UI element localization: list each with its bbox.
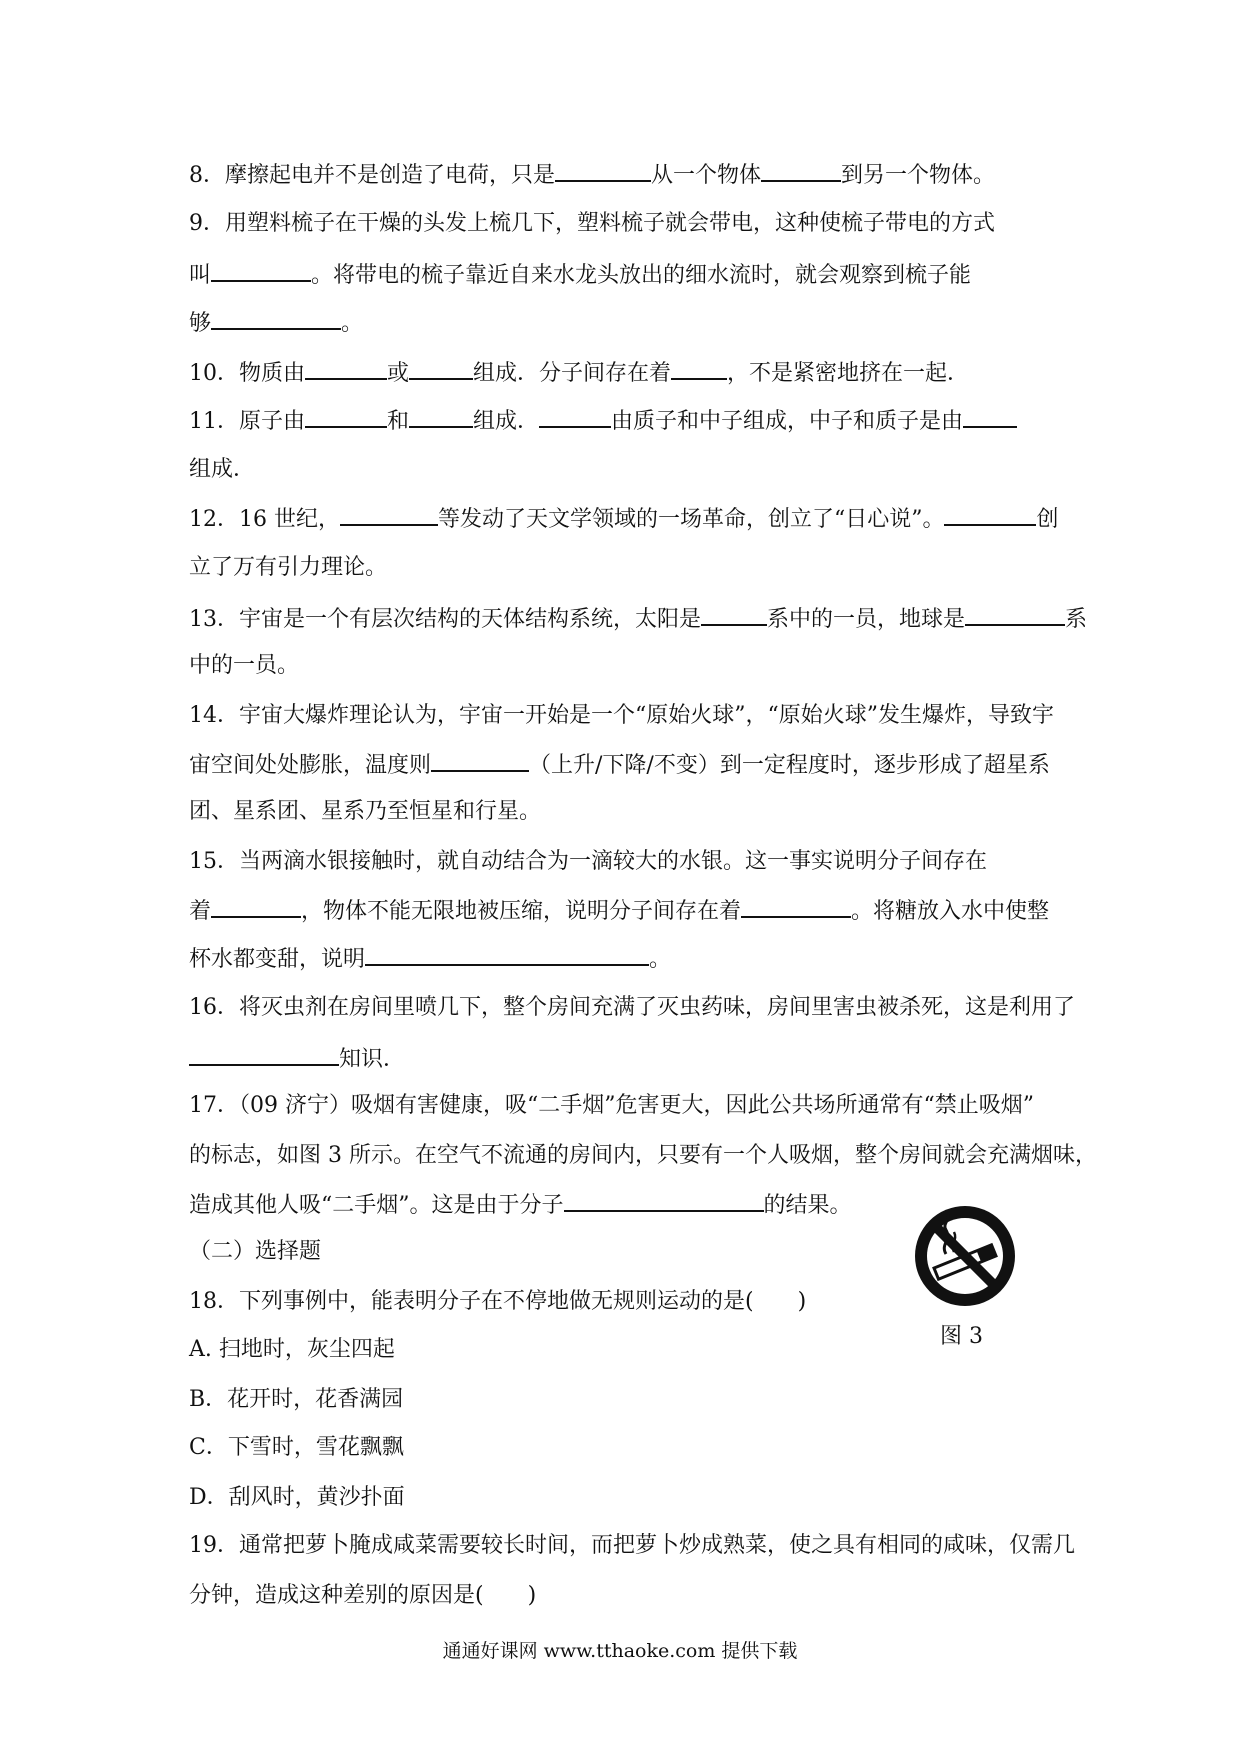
- answer-blank: [189, 1038, 339, 1066]
- question-19: 19．通常把萝卜腌成咸菜需要较长时间，而把萝卜炒成熟菜，使之具有相同的咸味，仅需几: [189, 1533, 1075, 1558]
- question-11-line-2: 组成．: [189, 457, 256, 482]
- answer-blank: [539, 400, 611, 428]
- answer-blank: [340, 498, 438, 526]
- no-smoking-figure: [910, 1200, 1020, 1320]
- figure-caption: 图 3: [940, 1324, 983, 1349]
- question-9-line-3: 够 。: [189, 302, 1069, 342]
- question-10: 10．物质由 或 组成．分子间存在着 ，不是紧密地挤在一起．: [189, 352, 1069, 392]
- question-14-line-3: 团、星系团、星系乃至恒星和行星。: [189, 799, 542, 824]
- question-19-line-2: 分钟，造成这种差别的原因是( ): [189, 1583, 537, 1608]
- answer-blank: [965, 598, 1065, 626]
- answer-blank: [671, 352, 727, 380]
- option-c: C．下雪时，雪花飘飘: [189, 1435, 404, 1460]
- section-heading: （二）选择题: [189, 1239, 322, 1264]
- answer-blank: [211, 302, 341, 330]
- answer-blank: [555, 154, 651, 182]
- question-17-line-3: 造成其他人吸“二手烟”。这是由于分子 的结果。: [189, 1184, 1069, 1224]
- answer-blank: [409, 400, 473, 428]
- question-13: 13．宇宙是一个有层次结构的天体结构系统，太阳是 系中的一员，地球是 系: [189, 598, 1069, 638]
- answer-blank: [305, 400, 387, 428]
- question-12-line-2: 立了万有引力理论。: [189, 555, 388, 580]
- answer-blank: [761, 154, 841, 182]
- answer-blank: [211, 254, 311, 282]
- option-b: B．花开时，花香满园: [189, 1387, 404, 1412]
- answer-blank: [365, 938, 649, 966]
- question-9-line-2: 叫 。将带电的梳子靠近自来水龙头放出的细水流时，就会观察到梳子能: [189, 254, 1069, 294]
- question-8: 8．摩擦起电并不是创造了电荷，只是 从一个物体 到另一个物体。: [189, 154, 1069, 194]
- option-d: D．刮风时，黄沙扑面: [189, 1485, 405, 1510]
- no-smoking-icon: [910, 1200, 1020, 1320]
- answer-blank: [564, 1184, 764, 1212]
- question-13-line-2: 中的一员。: [189, 653, 300, 678]
- answer-blank: [431, 744, 529, 772]
- answer-blank: [211, 890, 301, 918]
- question-9: 9．用塑料梳子在干燥的头发上梳几下，塑料梳子就会带电，这种使梳子带电的方式: [189, 211, 995, 236]
- question-14-line-2: 宙空间处处膨胀，温度则 （上升/下降/不变）到一定程度时，逐步形成了超星系: [189, 744, 1069, 784]
- answer-blank: [741, 890, 851, 918]
- question-11: 11．原子由 和 组成． 由质子和中子组成，中子和质子是由: [189, 400, 1069, 440]
- question-15-line-2: 着 ，物体不能无限地被压缩，说明分子间存在着 。将糖放入水中使整: [189, 890, 1069, 930]
- option-a: A. 扫地时，灰尘四起: [189, 1337, 395, 1362]
- question-18: 18．下列事例中，能表明分子在不停地做无规则运动的是( ): [189, 1289, 807, 1314]
- question-16-line-2: 知识．: [189, 1038, 1069, 1078]
- question-12: 12．16 世纪， 等发动了天文学领域的一场革命，创立了“日心说”。 创: [189, 498, 1069, 538]
- answer-blank: [944, 498, 1036, 526]
- question-15-line-3: 杯水都变甜，说明 。: [189, 938, 1069, 978]
- question-17: 17．（09 济宁）吸烟有害健康，吸“二手烟”危害更大，因此公共场所通常有“禁止吸烟”: [189, 1093, 1034, 1118]
- question-14: 14．宇宙大爆炸理论认为，宇宙一开始是一个“原始火球”，“原始火球”发生爆炸，导致宇: [189, 703, 1054, 728]
- question-15: 15．当两滴水银接触时，就自动结合为一滴较大的水银。这一事实说明分子间存在: [189, 849, 987, 874]
- page-footer: 通通好课网 www.tthaoke.com 提供下载: [442, 1640, 798, 1662]
- question-16: 16．将灭虫剂在房间里喷几下，整个房间充满了灭虫药味，房间里害虫被杀死，这是利用了: [189, 995, 1075, 1020]
- question-17-line-2: 的标志，如图 3 所示。在空气不流通的房间内，只要有一个人吸烟，整个房间就会充满烟味，: [189, 1143, 1097, 1168]
- answer-blank: [963, 400, 1017, 428]
- answer-blank: [409, 352, 473, 380]
- answer-blank: [305, 352, 387, 380]
- answer-blank: [701, 598, 767, 626]
